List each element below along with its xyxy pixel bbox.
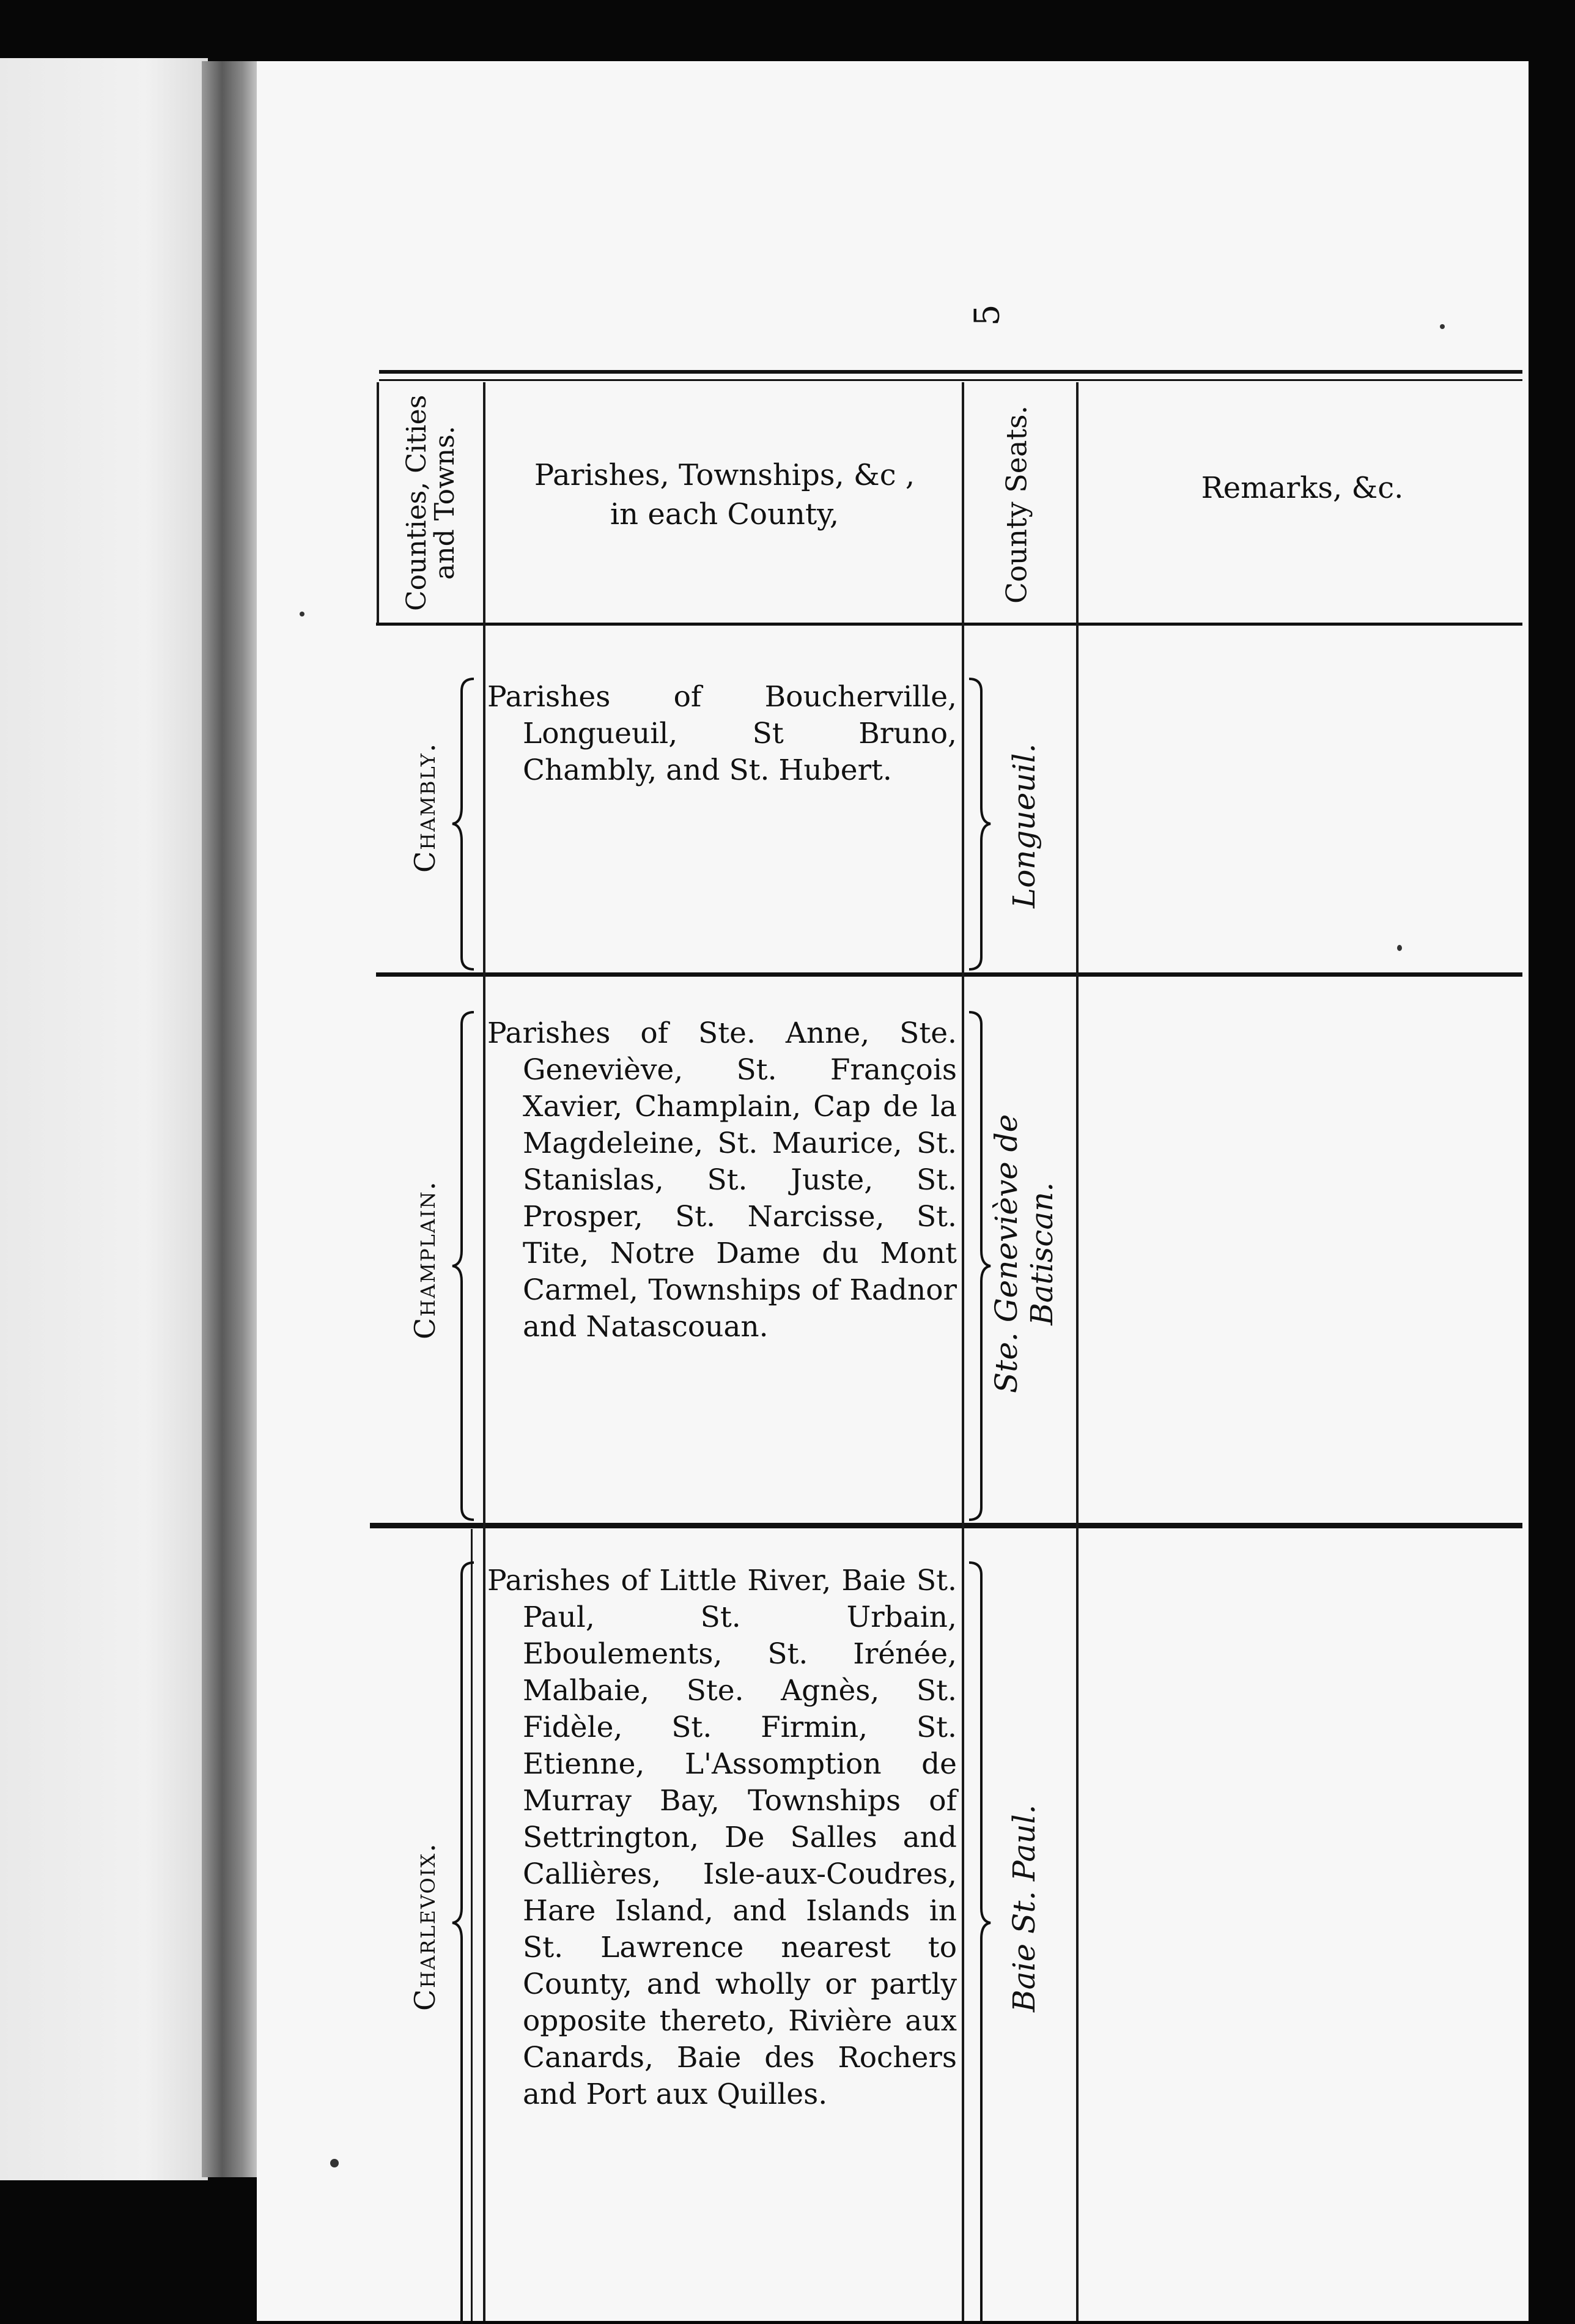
scan-speck <box>300 612 304 616</box>
scan-speck <box>1440 324 1445 329</box>
left-brace-charlevoix <box>449 1560 477 2324</box>
parishes-chambly <box>487 679 957 789</box>
header-county-seats: County Seats. <box>1000 405 1033 604</box>
top-double-rule <box>379 370 1522 374</box>
row-divider-1 <box>376 972 1522 977</box>
parishes-chambly-text: Parishes of Boucherville, Longueuil, St Bruno, Chambly, and St. Hubert. <box>487 680 957 787</box>
page-number: 5 <box>967 304 1008 326</box>
top-double-rule-2 <box>379 379 1522 381</box>
county-name-champlain: Champlain. <box>408 1180 441 1340</box>
parishes-champlain-text: Parishes of Ste. Anne, Ste. Geneviève, St. François Xavier, Champlain, Cap de la Magdeleine, St. Maurice, St. Stanislas, St. Juste, St. Prosper, St. Narcisse, St. Tite, Notre Dame du Mont Carmel, Townships of Radnor and Natascouan. <box>487 1016 957 1344</box>
header-counties: Counties, Cities and Towns. <box>400 394 460 612</box>
header-parishes-line1: Parishes, Townships, &c , <box>534 458 915 492</box>
parishes-champlain <box>487 1015 957 1345</box>
left-brace-champlain <box>449 1009 477 1523</box>
right-brace-charlevoix <box>966 1560 994 2324</box>
right-brace-chambly <box>966 676 994 972</box>
header-bottom-rule <box>376 623 1522 626</box>
parishes-charlevoix-text: Parishes of Little River, Baie St. Paul, St. Urbain, Eboulements, St. Irénée, Malbaie, Ste. Agnès, St. Fidèle, St. Firmin, St. Etienne, L'Assomption de Murray Bay, Townships of Settrington, De Salles and Callières, Isle-aux-Coudres, Hare Island, and Islands in St. Lawrence nearest to County, and wholly or partly opposite thereto, Rivière aux Canards, Baie des Rochers and Port aux Quilles. <box>487 1564 957 2111</box>
left-page <box>0 58 208 2180</box>
header-parishes-line2: in each County, <box>610 497 839 531</box>
scan-speck <box>330 2159 339 2167</box>
col-rule-3 <box>1076 382 1079 2321</box>
left-brace-chambly <box>449 676 477 972</box>
col-rule-2 <box>962 382 964 2321</box>
county-seat-champlain: Ste. Geneviève de Batiscan. <box>989 1114 1060 1394</box>
scan-speck <box>1397 945 1402 951</box>
parishes-charlevoix <box>487 1563 957 2113</box>
row-divider-2 <box>370 1523 1522 1528</box>
col-rule-1 <box>483 382 485 2321</box>
header-remarks: Remarks, &c. <box>1201 471 1404 505</box>
header-parishes <box>489 456 960 534</box>
county-name-charlevoix: Charlevoix. <box>408 1842 441 2011</box>
county-name-chambly: Chambly. <box>408 742 441 873</box>
county-seat-chambly: Longueuil. <box>1006 743 1042 908</box>
book-gutter <box>202 61 260 2177</box>
county-seat-charlevoix: Baie St. Paul. <box>1006 1804 1042 2012</box>
